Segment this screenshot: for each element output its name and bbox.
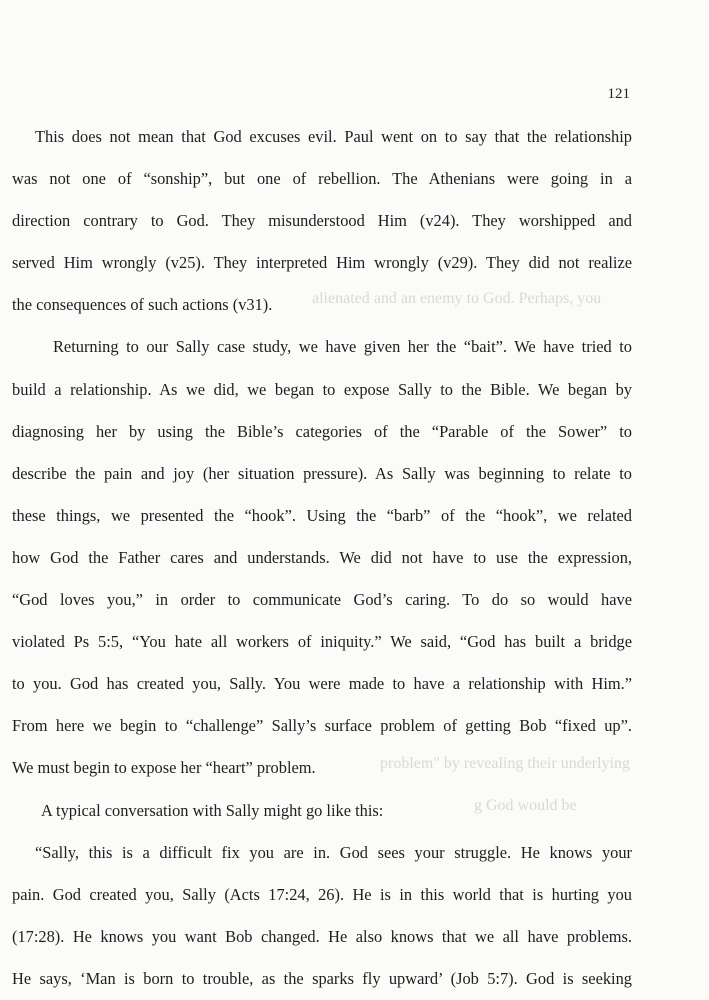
text-line: build a relationship. As we did, we began to expose Sally to the Bible. We began by [12,379,632,399]
text-line: From here we begin to “challenge” Sally’s surface problem of getting Bob “fixed up”. [12,716,632,736]
text-line: to you. God has created you, Sally. You were made to have a relationship with Him.” [12,674,632,694]
body-text [12,116,632,1000]
text-line: diagnosing her by using the Bible’s categories of the “Parable of the Sower” to [12,421,632,441]
text-line: “Sally, this is a difficult fix you are in. God sees your struggle. He knows your [35,842,632,862]
text-line: violated Ps 5:5, “You hate all workers of iniquity.” We said, “God has built a bridge [12,632,632,652]
paragraph-1 [12,116,632,326]
text-line: He says, ‘Man is born to trouble, as the sparks fly upward’ (Job 5:7). God is seeking [12,968,632,988]
text-line: direction contrary to God. They misunderstood Him (v24). They worshipped and [12,211,632,231]
text-line: This does not mean that God excuses evil. Paul went on to say that the relationship [35,127,632,146]
text-line: Returning to our Sally case study, we have given her the “bait”. We have tried to [53,337,632,357]
paragraph-2 [12,326,632,789]
show-through-bleed: g God would be [474,797,577,814]
text-line: pain. God created you, Sally (Acts 17:24, 26). He is in this world that is hurting you [12,884,632,904]
text-line: the consequences of such actions (v31). [12,295,273,315]
text-line: these things, we presented the “hook”. Using the “barb” of the “hook”, we related [12,505,632,525]
text-line: A typical conversation with Sally might go like this: [41,800,384,820]
text-line: served Him wrongly (v25). They interpreted Him wrongly (v29). They did not realize [12,253,632,273]
show-through-bleed: alienated and an enemy to God. Perhaps, you [312,290,602,307]
paragraph-3 [12,790,632,832]
show-through-bleed: problem" by revealing their underlying [380,755,631,772]
text-line: (17:28). He knows you want Bob changed. He also knows that we all have problems. [12,926,632,946]
text-line: We must begin to expose her “heart” problem. [12,758,316,778]
paragraph-4 [12,832,632,1000]
page-number: 121 [607,86,630,102]
text-line: how God the Father cares and understands. We did not have to use the expression, [12,547,632,567]
text-line: “God loves you,” in order to communicate God’s caring. To do so would have [12,590,632,610]
text-line: describe the pain and joy (her situation pressure). As Sally was beginning to relate to [12,463,632,483]
text-line: was not one of “sonship”, but one of rebellion. The Athenians were going in a [12,169,632,189]
